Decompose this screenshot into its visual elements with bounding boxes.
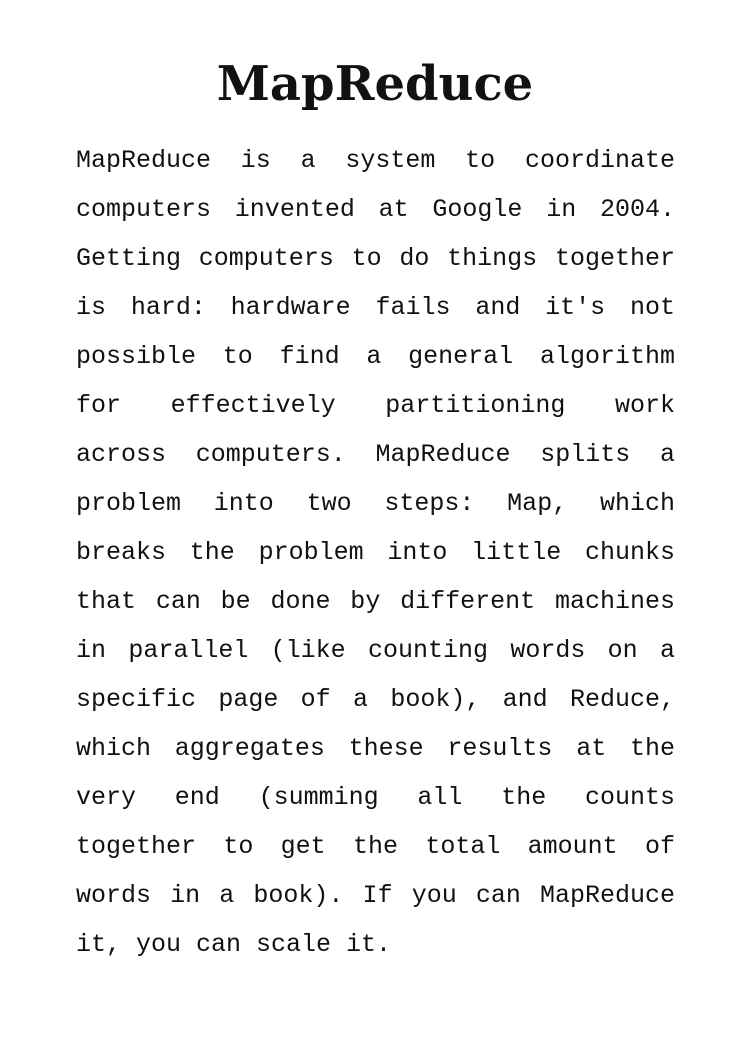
page-title: MapReduce xyxy=(216,56,534,112)
body-paragraph: MapReduce is a system to coordinate computers invented at Google in 2004. Getting computers to do things together is hard: hardware fails and it's not possible to find a general algorithm for effectively partitioning work across computers. MapReduce splits a problem into two steps: Map, which breaks the problem into little chunks that can be done by different machines in parallel (like counting words on a specific page of a book), and Reduce, which aggregates these results at the very end (summing all the counts together to get the total amount of words in a book). If you can MapReduce it, you can scale it. xyxy=(76,146,675,959)
